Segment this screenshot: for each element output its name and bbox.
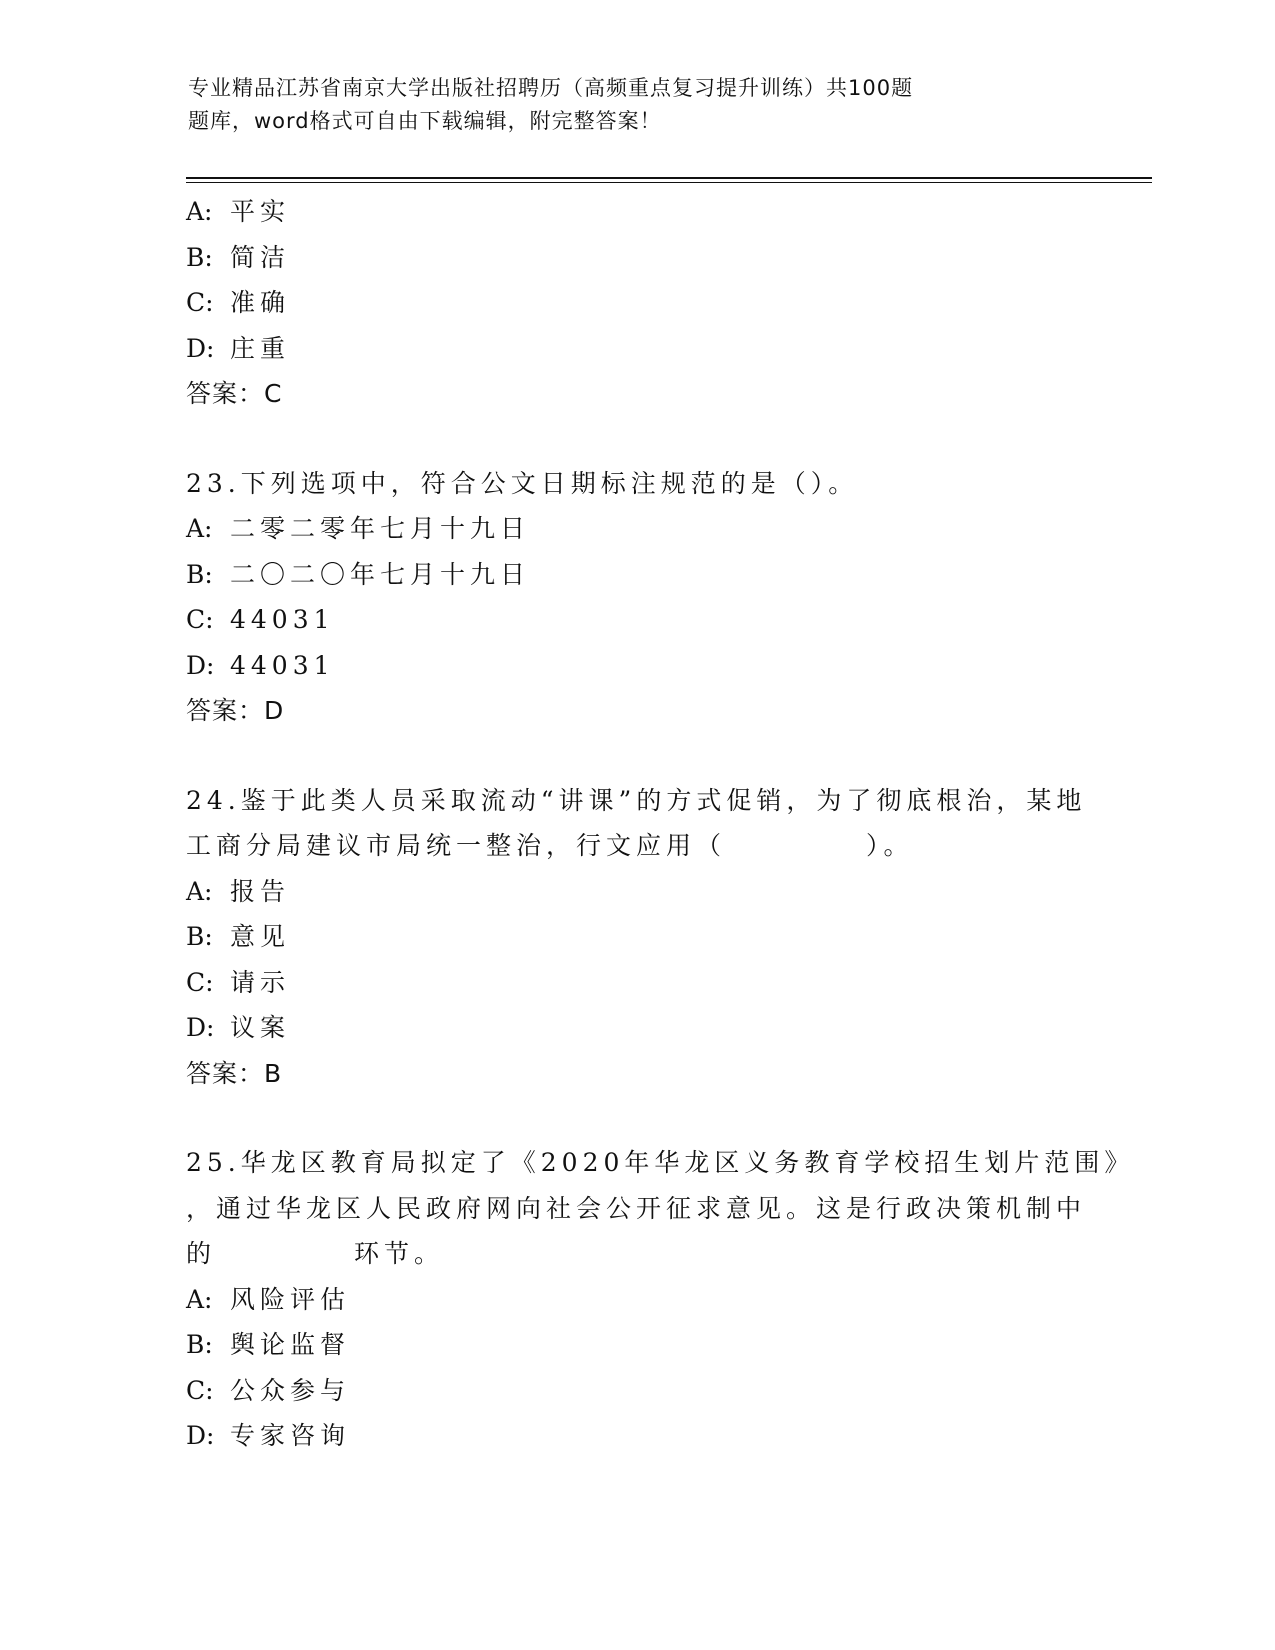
- header-line-1: 专业精品江苏省南京大学出版社招聘历（高频重点复习提升训练）共100题: [188, 76, 914, 100]
- answer: 答案：D: [186, 696, 285, 725]
- answer: 答案：B: [186, 1058, 283, 1088]
- question-stem-line-2: 工商分局建议市局统一整治，行文应用（ ）。: [186, 831, 914, 860]
- question-25: [186, 1140, 1135, 1459]
- question-stem: 23.下列选项中，符合公文日期标注规范的是（）。: [186, 468, 859, 498]
- document-body: [186, 189, 1135, 1459]
- option-a: A: 平实: [186, 197, 291, 226]
- header-line-2: 题库，word格式可自由下载编辑，附完整答案！: [188, 109, 662, 133]
- option-d: D: 44031: [186, 650, 335, 680]
- answer: 答案：C: [186, 379, 283, 408]
- option-b: B: 二〇二〇年七月十九日: [186, 559, 531, 589]
- question-stem-line-2: ，通过华龙区人民政府网向社会公开征求意见。这是行政决策机制中: [186, 1193, 1087, 1223]
- option-d: D: 议案: [186, 1013, 291, 1042]
- header-rule-thin: [186, 182, 1152, 183]
- option-d: D: 庄重: [186, 333, 291, 363]
- question-22: [186, 189, 1086, 417]
- question-24: [186, 778, 1086, 1097]
- question-stem-line-1: 24.鉴于此类人员采取流动“讲课”的方式促销，为了彻底根治，某地: [186, 785, 1087, 815]
- option-a: A: 二零二零年七月十九日: [186, 514, 531, 543]
- option-c: C: 请示: [186, 967, 291, 997]
- option-c: C: 准确: [186, 288, 291, 317]
- option-b: B: 舆论监督: [186, 1330, 351, 1359]
- option-a: A: 风险评估: [186, 1284, 351, 1314]
- question-23: [186, 461, 1086, 734]
- option-a: A: 报告: [186, 876, 291, 906]
- option-b: B: 简洁: [186, 242, 291, 272]
- question-stem-line-3: 的 环节。: [186, 1239, 445, 1268]
- question-stem-line-1: 25.华龙区教育局拟定了《2020年华龙区义务教育学校招生划片范围》: [186, 1148, 1135, 1177]
- option-d: D: 专家咨询: [186, 1421, 351, 1450]
- option-c: C: 44031: [186, 605, 335, 634]
- header-rule-thick: [186, 177, 1152, 179]
- document-header: [188, 72, 1068, 138]
- option-c: C: 公众参与: [186, 1375, 351, 1405]
- option-b: B: 意见: [186, 922, 291, 951]
